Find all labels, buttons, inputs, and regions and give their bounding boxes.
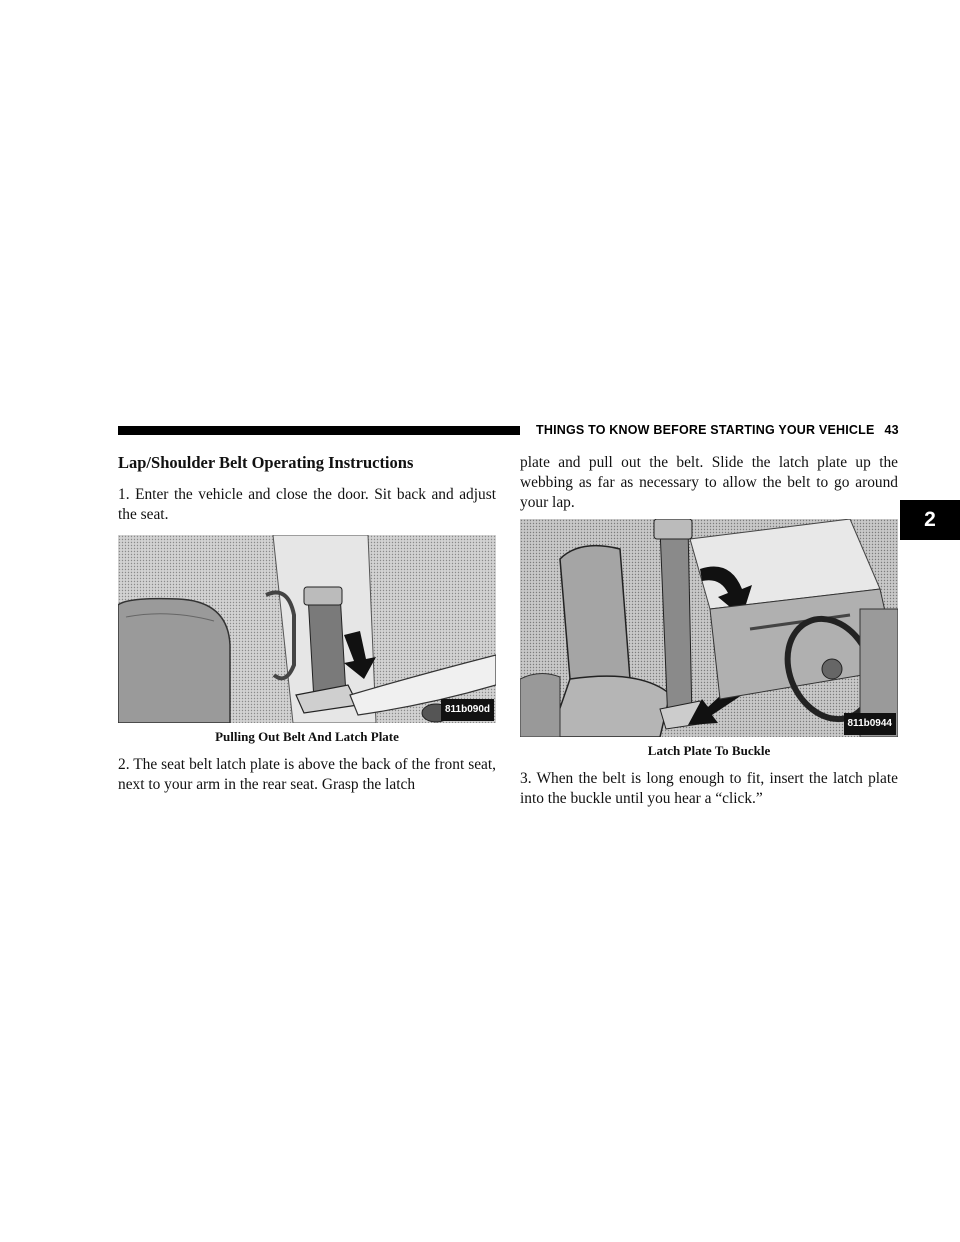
figure-latch-to-buckle bbox=[520, 519, 898, 737]
section-heading: Lap/Shoulder Belt Operating Instructions bbox=[118, 453, 414, 472]
figure-pulling-out-belt bbox=[118, 535, 496, 723]
figure-code: 811b090d bbox=[441, 699, 494, 721]
page-number: 43 bbox=[884, 423, 899, 437]
step-2-continued-text: plate and pull out the belt. Slide the latch plate up the webbing as far as necessary to allow the belt to go around your lap. bbox=[520, 454, 898, 511]
step-2-text: 2. The seat belt latch plate is above the back of the front seat, next to your arm in the rear seat. Grasp the latch bbox=[118, 756, 496, 793]
left-column bbox=[118, 453, 496, 795]
latch-buckle-illustration bbox=[520, 519, 898, 737]
step-3-text: 3. When the belt is long enough to fit, insert the latch plate into the buckle until you hear a “click.” bbox=[520, 770, 898, 807]
figure-caption: Latch Plate To Buckle bbox=[647, 743, 771, 758]
section-title: THINGS TO KNOW BEFORE STARTING YOUR VEHICLE bbox=[536, 423, 875, 437]
belt-pull-illustration bbox=[118, 535, 496, 723]
chapter-tab: 2 bbox=[900, 500, 960, 540]
figure-caption: Pulling Out Belt And Latch Plate bbox=[215, 729, 399, 744]
figure-code: 811b0944 bbox=[844, 713, 897, 735]
right-column bbox=[520, 453, 898, 809]
step-1-text: 1. Enter the vehicle and close the door. Sit back and adjust the seat. bbox=[118, 486, 496, 523]
running-header bbox=[536, 423, 899, 437]
header-rule bbox=[118, 426, 520, 435]
